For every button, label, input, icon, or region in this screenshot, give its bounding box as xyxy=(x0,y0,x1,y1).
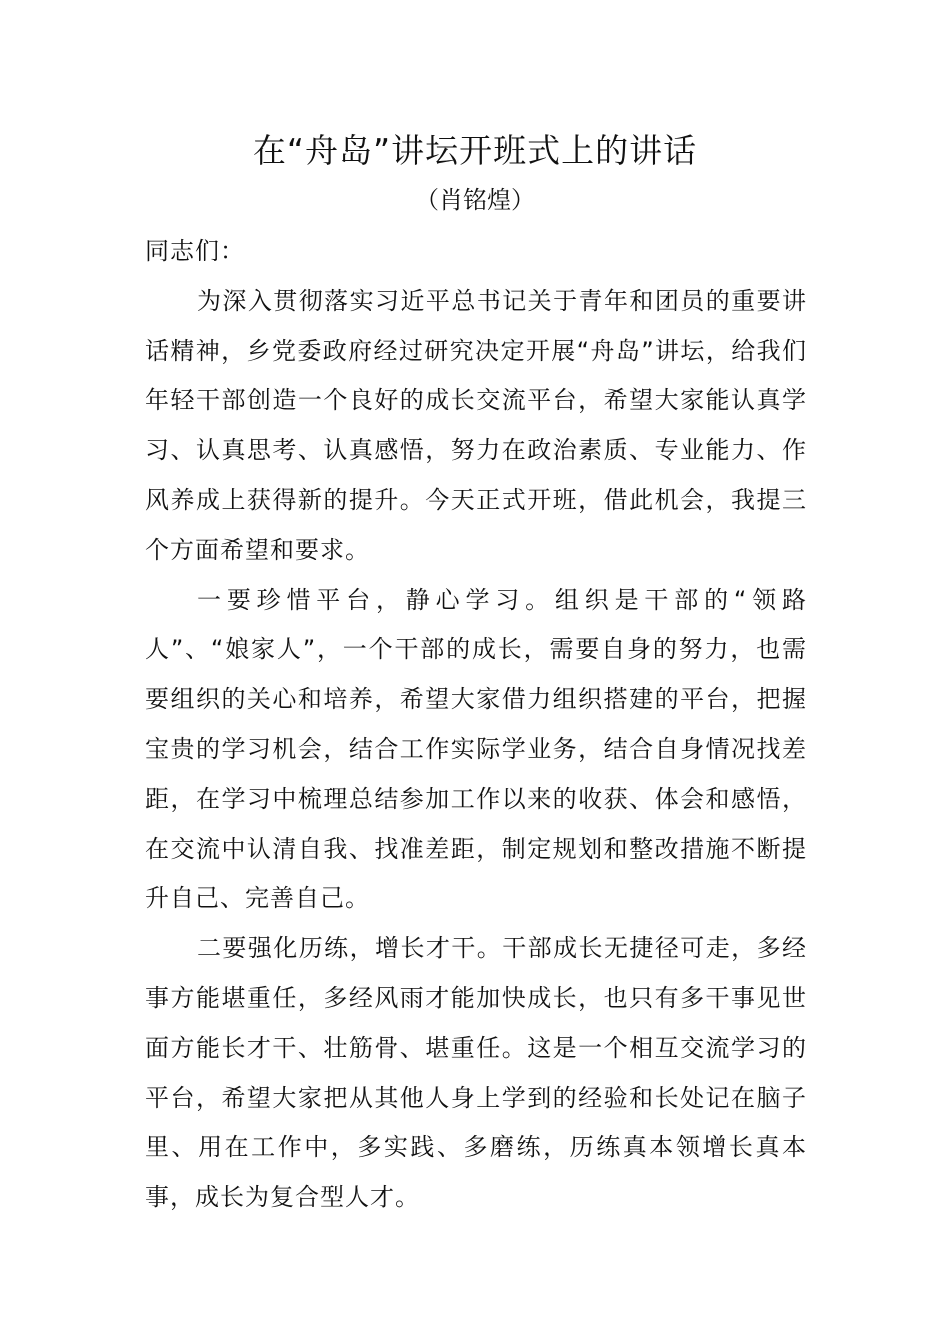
paragraph-intro: 为深入贯彻落实习近平总书记关于青年和团员的重要讲话精神，乡党委政府经过研究决定开展“舟岛”讲坛，给我们年轻干部创造一个良好的成长交流平台，希望大家能认真学习、认真思考、认真感悟，努力在政治素质、专业能力、作风养成上获得新的提升。今天正式开班，借此机会，我提三个方面希望和要求。 xyxy=(145,286,807,564)
document-title: 在“舟岛”讲坛开班式上的讲话 xyxy=(252,131,698,170)
document-author: （肖铭煌） xyxy=(415,186,535,214)
paragraph-point-two: 二要强化历练，增长才干。干部成长无捷径可走，多经事方能堪重任，多经风雨才能加快成长，也只有多干事见世面方能长才干、壮筋骨、堪重任。这是一个相互交流学习的平台，希望大家把从其他人身上学到的经验和长处记在脑子里、用在工作中，多实践、多磨练，历练真本领增长真本事，成长为复合型人才。 xyxy=(145,934,807,1212)
paragraph-point-one: 一要珍惜平台，静心学习。组织是干部的“领路人”、“娘家人”，一个干部的成长，需要自身的努力，也需要组织的关心和培养，希望大家借力组织搭建的平台，把握宝贵的学习机会，结合工作实际学业务，结合自身情况找差距，在学习中梳理总结参加工作以来的收获、体会和感悟，在交流中认清自我、找准差距，制定规划和整改措施不断提升自己、完善自己。 xyxy=(145,585,807,913)
document-body xyxy=(145,227,807,1223)
salutation: 同志们： xyxy=(145,237,245,265)
